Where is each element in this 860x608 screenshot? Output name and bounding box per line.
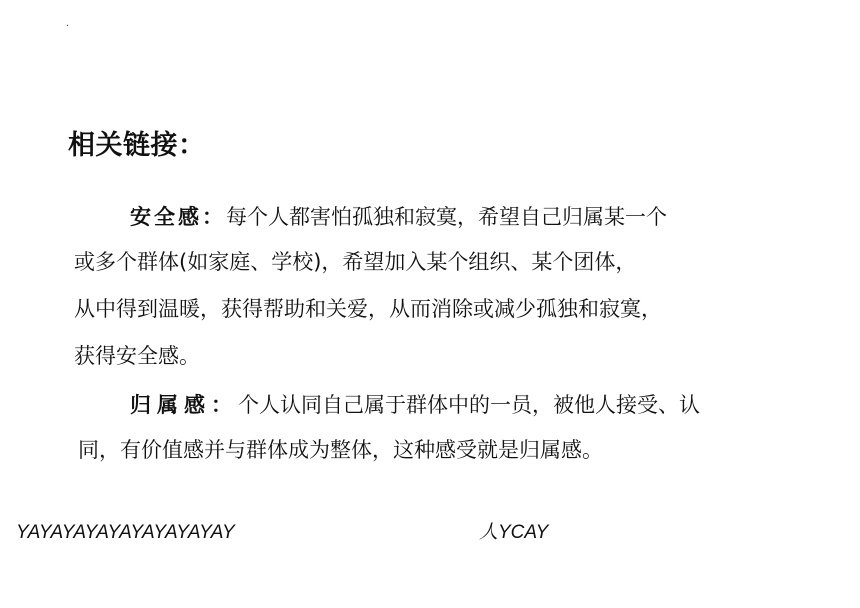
security-line-1 (130, 203, 667, 231)
security-term: 安全感： (130, 205, 226, 229)
security-line-3: 从中得到温暖，获得帮助和关爱，从而消除或减少孤独和寂寞， (74, 297, 662, 321)
corner-dot: · (66, 21, 70, 32)
security-line-2: 或多个群体(如家庭、学校)，希望加入某个组织、某个团体， (74, 250, 637, 274)
footer-watermark-right: 人YCAY (479, 522, 549, 543)
footer-watermark-left: YAYAYAYAYAYAYAYAYAY (16, 522, 235, 543)
belonging-term: 归属感： (130, 393, 238, 417)
security-line-4: 获得安全感。 (74, 344, 200, 368)
security-text-1: 每个人都害怕孤独和寂寞，希望自己归属某一个 (226, 205, 667, 229)
belonging-line-1 (130, 391, 700, 419)
belonging-text-1: 个人认同自己属于群体中的一员，被他人接受、认 (238, 393, 700, 417)
belonging-line-2: 同，有价值感并与群体成为整体，这种感受就是归属感。 (78, 438, 603, 462)
section-heading: 相关链接： (68, 130, 206, 161)
